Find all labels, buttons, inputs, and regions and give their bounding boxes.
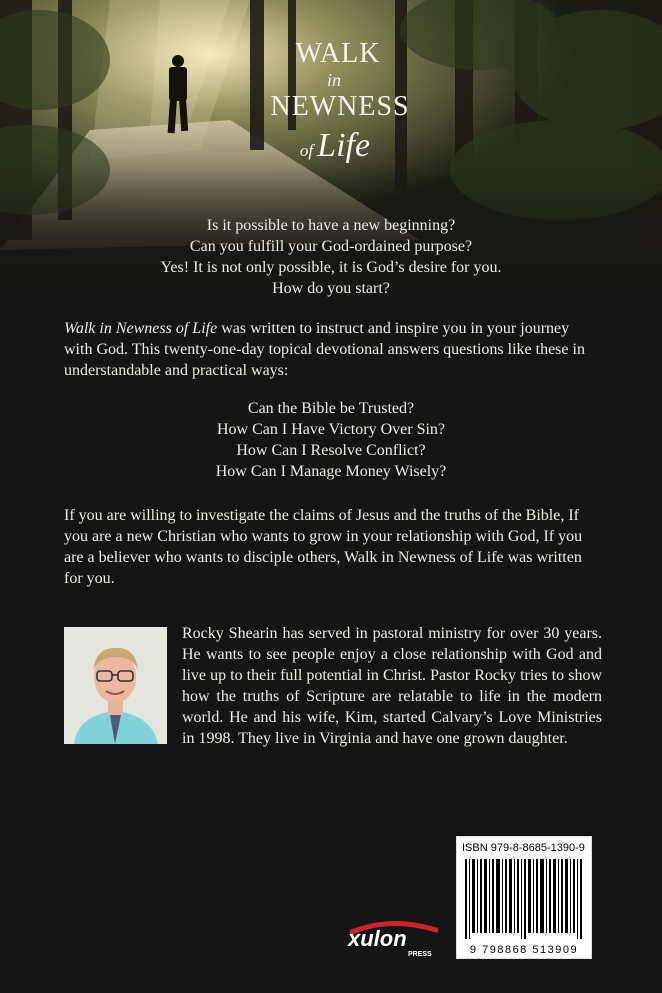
title-walk: WALK [295,38,381,69]
intro-questions [0,215,662,299]
author-photo [64,627,167,744]
title-life: Life [317,127,371,164]
title-of-life [255,127,415,165]
topic-question: How Can I Manage Money Wisely? [215,463,447,480]
publisher-sub: PRESS [408,951,432,958]
topic-question: How Can I Resolve Conflict? [236,442,426,459]
topic-questions [0,398,662,482]
publisher-name: xulon [348,926,407,951]
title-of: of [299,141,314,160]
title-in: in [326,70,341,90]
intro-line: Can you fulfill your God-ordained purpose? [189,238,473,255]
intro-line: Is it possible to have a new beginning? [206,217,456,234]
intro-line: How do you start? [272,280,390,297]
description-paragraph [64,318,600,381]
topic-question: Can the Bible be Trusted? [247,400,415,417]
title-newness: NEWNESS [270,91,410,122]
xulon-press-logo [346,918,440,958]
barcode-bars [465,859,583,939]
barcode-digits: 9 798868 513909 [469,944,579,956]
audience-paragraph: If you are willing to investigate the claims of Jesus and the truths of the Bible, If you are a new Christian who wants to grow in your relationship with God, If you are a believer who wants to disciple others, Walk in Newness of Life was written for you. [64,507,583,587]
topic-question: How Can I Have Victory Over Sin? [216,421,446,438]
intro-line: Yes! It is not only possible, it is God’s desire for you. [160,259,502,276]
description-text: was written to instruct and inspire you in your journey with God. This twenty-one-day topical devotional answers questions like these in understandable and practical ways: [64,320,585,379]
isbn-barcode [456,836,592,959]
author-bio: Rocky Shearin has served in pastoral ministry for over 30 years. He wants to see people enjoy a close relationship with God and live up to their full potential in Christ. Pastor Rocky tries to show how the truths of Scripture are relatable to life in the modern world. He and his wife, Kim, started Calvary’s Love Ministries in 1998. They live in Virginia and have one grown daughter. [182,625,602,747]
book-title-italic: Walk in Newness of Life [64,320,218,337]
isbn-label: ISBN 979-8-8685-1390-9 [462,842,585,854]
